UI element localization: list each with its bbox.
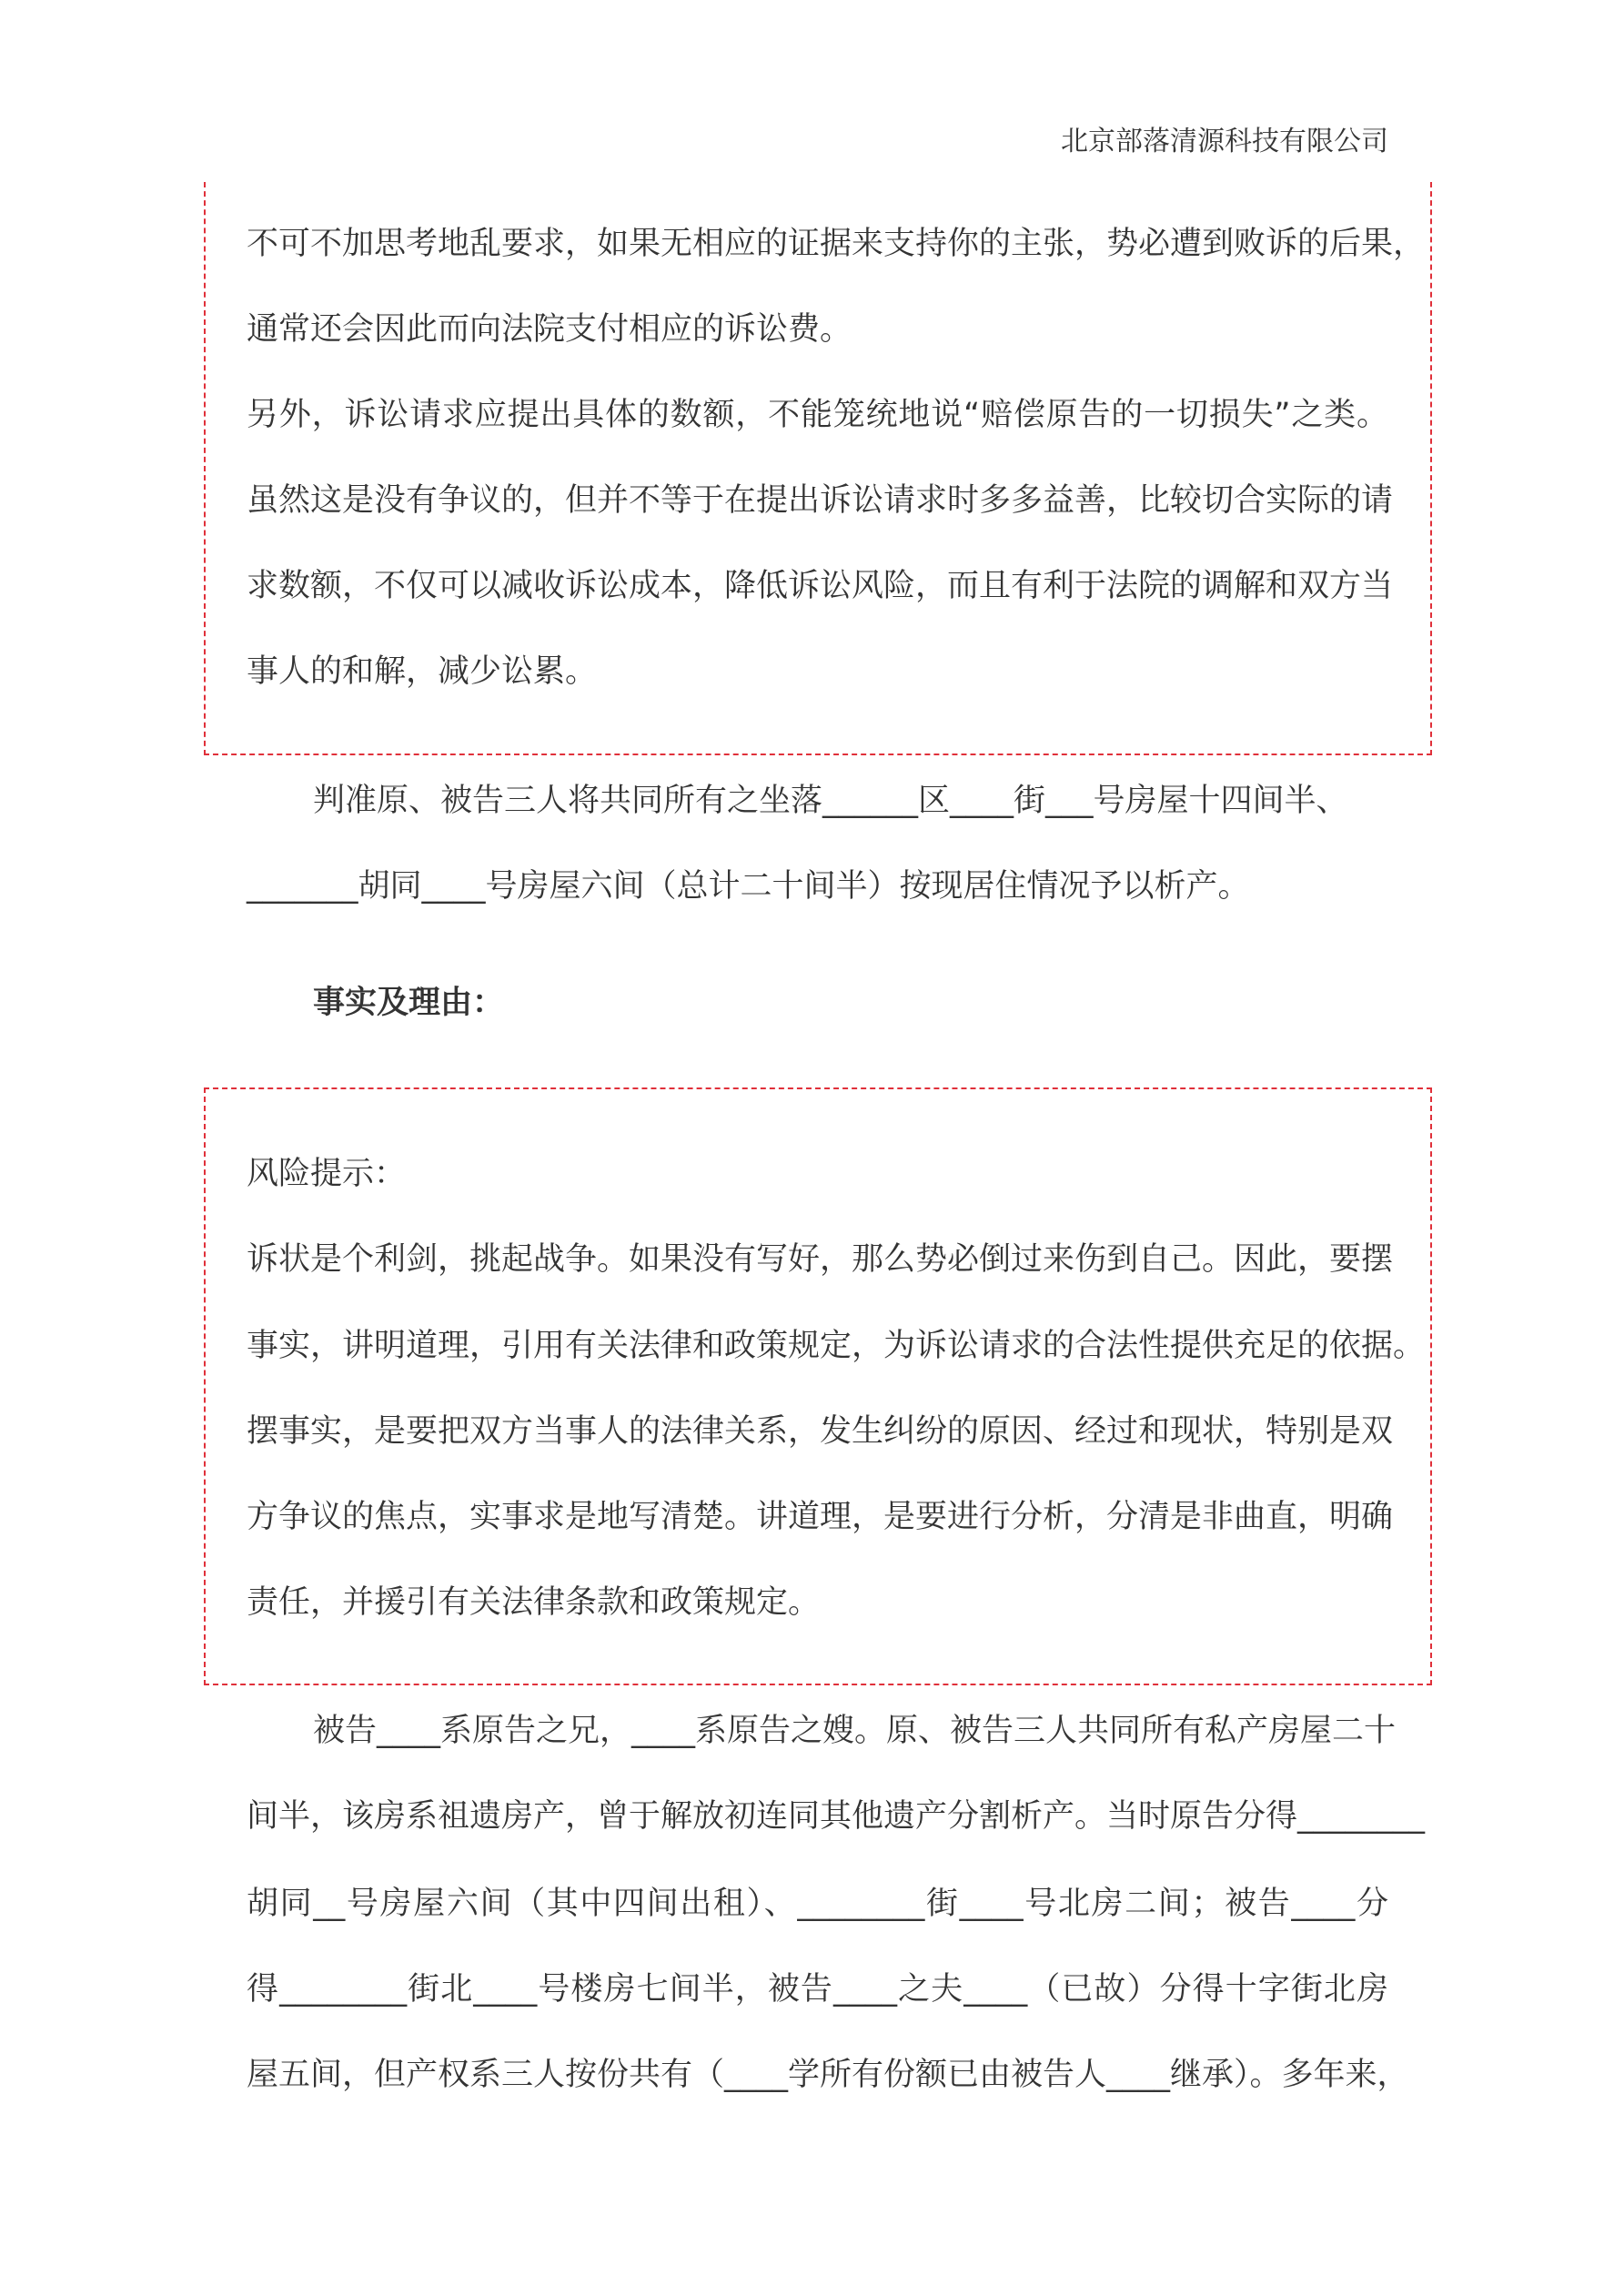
facts-line: 得________街北____号楼房七间半，被告____之夫____（已故）分得十字街北房 (247, 1971, 1388, 2008)
tip-line: 不可不加思考地乱要求，如果无相应的证据来支持你的主张，势必遭到败诉的后果， (247, 226, 1426, 262)
tip-line: 方争议的焦点，实事求是地写清楚。讲道理，是要进行分析，分清是非曲直，明确 (247, 1499, 1394, 1535)
tip-line: 诉状是个利剑，挑起战争。如果没有写好，那么势必倒过来伤到自己。因此，要摆 (247, 1241, 1394, 1278)
tip-line: 事人的和解，减少讼累。 (247, 653, 598, 690)
tip-line: 事实，讲明道理，引用有关法律和政策规定，为诉讼请求的合法性提供充足的依据。 (247, 1328, 1426, 1364)
tip-title: 风险提示： (247, 1156, 407, 1192)
facts-line: 屋五间，但产权系三人按份共有（____学所有份额已由被告人____继承）。多年来， (247, 2057, 1409, 2093)
request-line: 判准原、被告三人将共同所有之坐落______区____街___号房屋十四间半、 (313, 783, 1348, 819)
tip-line: 通常还会因此而向法院支付相应的诉讼费。 (247, 311, 852, 348)
facts-line: 间半，该房系祖遗房产，曾于解放初连同其他遗产分割析产。当时原告分得________ (247, 1798, 1426, 1835)
tip-line: 责任，并援引有关法律条款和政策规定。 (247, 1584, 821, 1621)
tip-line: 虽然这是没有争议的，但并不等于在提出诉讼请求时多多益善，比较切合实际的请 (247, 482, 1394, 519)
tip-line: 求数额，不仅可以减收诉讼成本，降低诉讼风险，而且有利于法院的调解和双方当 (247, 568, 1394, 604)
header-company: 北京部落清源科技有限公司 (1061, 126, 1388, 157)
facts-line: 被告____系原告之兄，____系原告之嫂。原、被告三人共同所有私产房屋二十 (313, 1713, 1397, 1749)
tip-line: 另外，诉讼请求应提出具体的数额，不能笼统地说“赔偿原告的一切损失”之类。 (247, 397, 1388, 433)
request-line: _______胡同____号房屋六间（总计二十间半）按现居住情况予以析产。 (247, 868, 1250, 905)
tip-line: 摆事实，是要把双方当事人的法律关系，发生纠纷的原因、经过和现状，特别是双 (247, 1413, 1394, 1450)
facts-heading: 事实及理由： (313, 985, 505, 1021)
facts-line: 胡同__号房屋六间（其中四间出租）、________街____号北房二间；被告____分 (247, 1886, 1388, 1922)
